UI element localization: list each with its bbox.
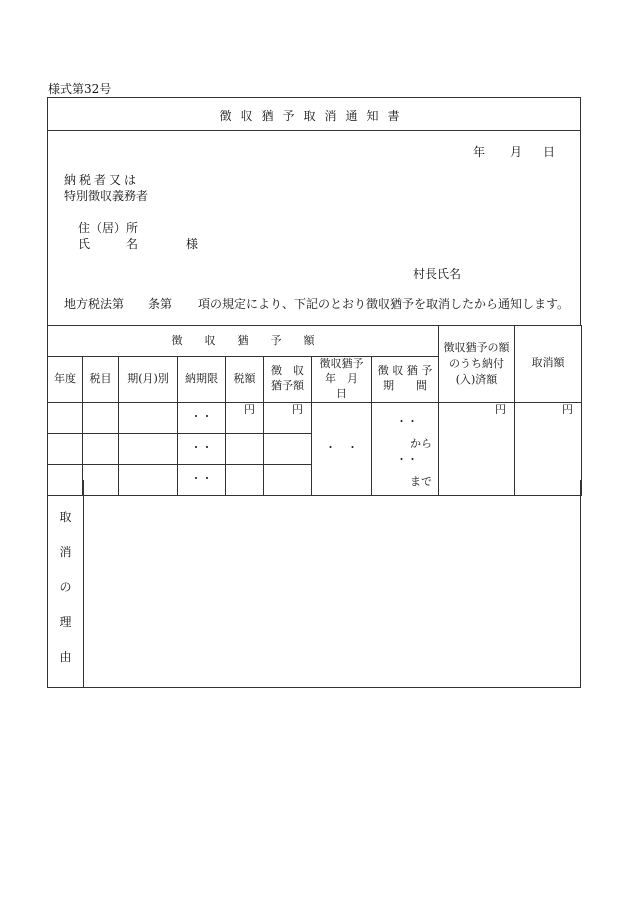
table-cell [264, 433, 312, 464]
document-title: 徴収猶予取消通知書 [219, 109, 409, 123]
reason-label-char: 理 [59, 615, 72, 629]
tax-item-col-header: 税目 [83, 357, 119, 403]
table-cell [119, 402, 178, 433]
paid-amount-header: 徴収猶予の額のうち納付(入)済額 [439, 326, 515, 403]
title-box [47, 97, 581, 131]
period-end-dots: ・・ [396, 452, 418, 466]
grace-date-col-header: 徴収猶予年 月 日 [312, 357, 372, 403]
grace-amount-yen: 円 [264, 402, 312, 433]
notice-text-part2: 条第 [148, 297, 173, 311]
year-col-header: 年度 [48, 357, 83, 403]
grace-amount-table [47, 325, 582, 496]
reason-divider [83, 480, 84, 687]
name-label-2: 名 [126, 237, 139, 251]
reason-label-char: の [59, 580, 72, 594]
notice-info-box [47, 130, 581, 326]
due-date-dots: ・・ [178, 464, 226, 495]
paid-amount-yen: 円 [439, 402, 515, 495]
table-cell [226, 433, 264, 464]
grace-period-col-header: 徴 収 猶 予期 間 [372, 357, 439, 403]
due-date-dots: ・・ [178, 402, 226, 433]
reason-label-char: 消 [59, 545, 72, 559]
table-cell [119, 433, 178, 464]
period-start-dots: ・・ [396, 414, 418, 428]
notice-text-part3: 項の規定により、下記のとおり徴収猶予を取消したから通知します。 [198, 297, 570, 311]
honorific: 様 [186, 237, 199, 251]
table-cell [83, 433, 119, 464]
date-day-label: 日 [543, 145, 556, 159]
due-date-col-header: 納期限 [178, 357, 226, 403]
date-year-label: 年 [473, 145, 486, 159]
tax-amount-yen: 円 [226, 402, 264, 433]
name-label: 氏 [78, 237, 91, 251]
table-cell [48, 402, 83, 433]
tax-amount-col-header: 税額 [226, 357, 264, 403]
cancel-amount-yen: 円 [515, 402, 582, 495]
grace-date-dots: ・ ・ [312, 402, 372, 495]
cancel-amount-header: 取消額 [515, 326, 582, 403]
collector-label: 特別徴収義務者 [64, 189, 149, 203]
reason-label-char: 取 [59, 510, 72, 524]
notice-text-part1: 地方税法第 [64, 297, 125, 311]
cancel-reason-box [47, 480, 581, 688]
reason-label-char: 由 [59, 650, 72, 664]
grace-amount-col-header: 徴 収猶予額 [264, 357, 312, 403]
period-from-label: から [410, 436, 432, 450]
table-cell [48, 433, 83, 464]
period-until-label: まで [410, 474, 432, 488]
date-month-label: 月 [510, 145, 523, 159]
due-date-dots: ・・ [178, 433, 226, 464]
taxpayer-label: 納税者又は [64, 173, 140, 187]
grace-amount-group-header: 徴 収 猶 予 額 [48, 326, 439, 357]
period-col-header: 期(月)別 [119, 357, 178, 403]
mayor-name-label: 村長氏名 [413, 267, 462, 281]
form-number: 様式第32号 [48, 82, 112, 96]
address-label: 住（居）所 [78, 221, 139, 235]
table-cell [83, 402, 119, 433]
